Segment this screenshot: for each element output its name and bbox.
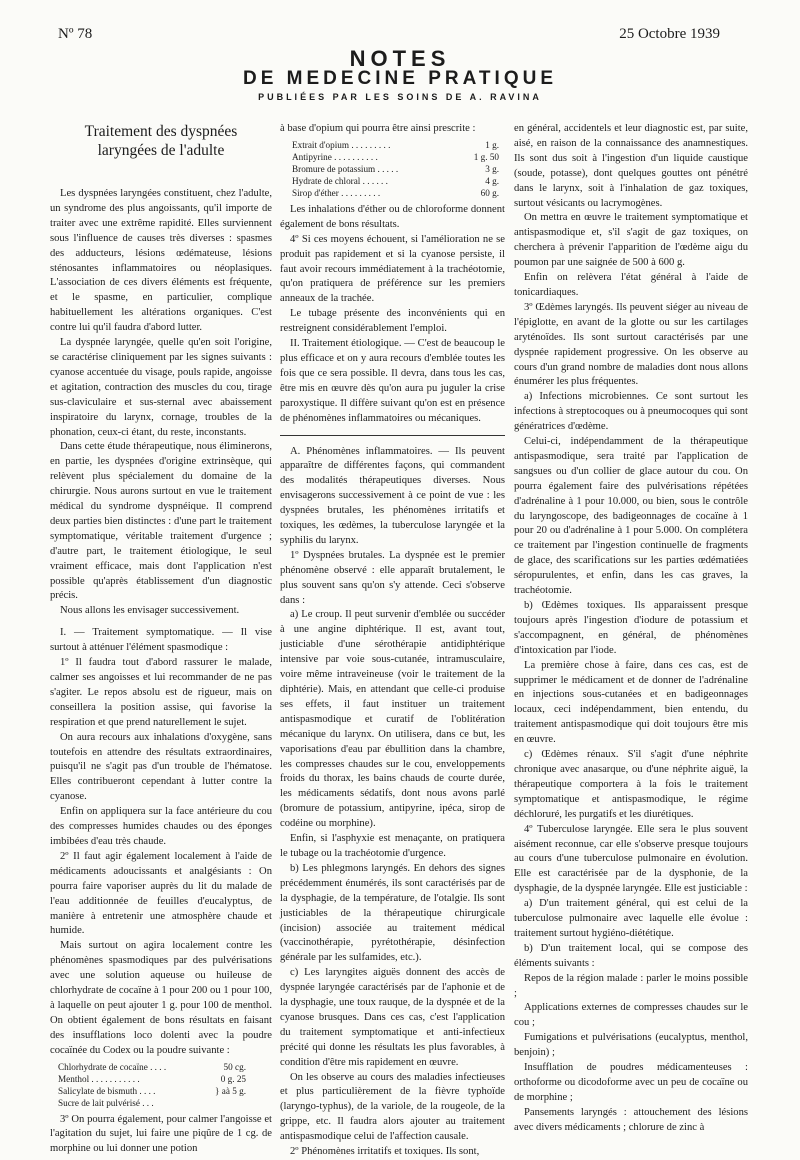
paragraph: Celui-ci, indépendamment de la thérapeutique antispasmodique, sera traité par l'application de sangsues ou d'un collier de glace autour du cou. On pourra également faire des pulvérisations répétées d'adrénaline à 1 pour 10.000, ou bien, sous le contrôle du laryngoscope, des badigeonnages de cocaïne à 1 pour 20 ou d'adrénaline à 1 pour 5.000. On complétera ce traitement par l'ingestion continuelle de fragments de glace, des scarifications sur les parties œdématiées séropurulentes, et enfin, dans les cas graves, la trachéotomie. xyxy=(514,436,748,597)
issue-date: 25 Octobre 1939 xyxy=(619,26,720,42)
paragraph: c) Œdèmes rénaux. S'il s'agit d'une néphrite chronique avec anasarque, ou d'une néphrite aiguë, la thérapeutique comportera à la fois le traitement symptomatique et antispasmodique, le régime déchloruré, les purgatifs et les diurétiques. xyxy=(514,749,748,820)
prescription-line: Chlorhydrate de cocaïne . . . . 50 cg. xyxy=(58,1061,246,1072)
paragraph: Dans cette étude thérapeutique, nous éliminerons, en partie, les dyspnées d'origine extrinsèque, qui relèvent plus spécialement du domaine de la chirurgie. Nous aurons surtout en vue le traitement médical du syndrome dyspnéique. Il comprend deux parties bien distinctes : d'une part le traitement symptomatique, véritable traitement d'urgence ; d'autre part, le traitement étiologique, le seul vraiment efficace, mais dont l'application n'est possible qu'après établissement d'un diagnostic précis. xyxy=(50,441,272,602)
paragraph: Les inhalations d'éther ou de chloroforme donnent également de bons résultats. xyxy=(280,203,505,230)
paragraph: 1º Il faudra tout d'abord rassurer le malade, calmer ses angoisses et lui recommander de ne pas s'agiter. Le repos absolu est de rigueur, mais on conseillera la position assise, qui favorise la respiration et que prend naturellement le sujet. xyxy=(50,657,272,728)
paragraph: b) Les phlegmons laryngés. En dehors des signes précédemment énumérés, ils sont caractérisés par de la dysphagie, de la température, de l'otalgie. Ils sont justiciables de la thérapeutique chirurgicale (incision) associée au traitement médical (vaccinothérapie, pyrétothérapie, désinfection générale par les sulfamides, etc.). xyxy=(280,862,505,964)
list-item: Applications externes de compresses chaudes sur le cou ; xyxy=(514,1002,748,1029)
paragraph: 3º Œdèmes laryngés. Ils peuvent siéger au niveau de l'épiglotte, en avant de la glotte ou sur les cartilages aryténoïdes. Ils sont surtout caractérisés par une dyspnée rapidement progressive. On les observe au cours d'un grand nombre de maladies dont nous allons énumérer les plus fréquentes. xyxy=(514,301,748,388)
prescription-line: Menthol . . . . . . . . . . . 0 g. 25 xyxy=(58,1073,246,1084)
paragraph: b) D'un traitement local, qui se compose des éléments suivants : xyxy=(514,942,748,969)
paragraph: Mais surtout on agira localement contre les phénomènes spasmodiques par des pulvérisations avec une solution aqueuse ou huileuse de chlorhydrate de cocaïne à 1 pour 200 ou 1 pour 100, à laquelle on peut ajouter 1 g. pour 100 de menthol. On obtient également de bons résultats en faisant des insufflations loco dolenti avec la poudre cocaïnée du Codex ou la poudre suivante : xyxy=(50,940,272,1056)
list-item: Repos de la région malade : parler le moins possible ; xyxy=(514,972,748,999)
paragraph: La dyspnée laryngée, quelle qu'en soit l'origine, se caractérise cliniquement par les signes suivants : cyanose accentuée du visage, pouls rapide, angoisse et agitation, contraction des muscles du cou, tirage sus-claviculaire et sus-sternal avec abaissement inspiratoire du larynx, cornage, troubles de la phonation, ceux-ci étant, du reste, inconstants. xyxy=(50,337,272,438)
column-2 xyxy=(280,122,505,1160)
paragraph: La première chose à faire, dans ces cas, est de supprimer le médicament et de donner de l'adrénaline en injections sous-cutanées et en badigeonnages locaux, ceci indépendamment, bien entendu, du traitement antispasmodique qui doit toujours être mis en œuvre. xyxy=(514,659,748,746)
list-item: Insufflation de poudres médicamenteuses : orthoforme ou dicodoforme avec un peu de cocaïne ou de morphine ; xyxy=(514,1062,748,1103)
prescription-line: Salicylate de bismuth . . . . } aà 5 g. xyxy=(58,1085,246,1096)
paragraph: Nous allons les envisager successivement. xyxy=(60,605,240,617)
masthead-publisher: PUBLIÉES PAR LES SOINS DE A. RAVINA xyxy=(258,92,542,102)
prescription-line: Sucre de lait pulvérisé . . . xyxy=(58,1097,154,1108)
paragraph: a) D'un traitement général, qui est celui de la tuberculose pulmonaire avec laquelle elle évolue : traitement surtout hygiéno-diététique. xyxy=(514,898,748,939)
list-item: Fumigations et pulvérisations (eucalyptus, menthol, benjoin) ; xyxy=(514,1032,748,1059)
section-heading-symptomatic: I. — Traitement symptomatique. — Il vise surtout à atténuer l'élément spasmodique : xyxy=(50,627,272,654)
paragraph: a) Infections microbiennes. Ce sont surtout les infections à streptocoques ou à pneumocoques qui sont génératrices d'œdème. xyxy=(514,391,748,433)
prescription-powder xyxy=(58,1061,246,1109)
paragraph: c) Les laryngites aiguës donnent des accès de dyspnée laryngée caractérisés par de l'aphonie et de la dysphagie, une toux rauque, de la dyspnée et de la cyanose brusques. Dans ces cas, c'est l'application du traitement symptomatique et anti-infectieux précité qui donne les résultats les plus favorables, à condition d'être mis rapidement en œuvre. xyxy=(280,967,505,1068)
section-divider xyxy=(280,435,505,436)
prescription-line: Hydrate de chloral . . . . . . 4 g. xyxy=(292,175,499,186)
paragraph: en général, accidentels et leur diagnostic est, par suite, aisé, en raison de la connaissance des anamnestiques. Ils sont dus soit à l'ingestion d'un liquide caustique (soude, potasse), dont quelques gouttes ont pénétré dans le larynx, soit à l'inhalation de gaz toxiques, surtout vésicants ou lacrymogènes. xyxy=(514,123,748,209)
article-title: Traitement des dyspnées laryngées de l'adulte xyxy=(84,123,238,159)
paragraph: a) Le croup. Il peut survenir d'emblée ou succéder à une angine diphtérique. Il est, avant tout, justiciable d'une sérothérapie antidiphtérique intensive par voie sous-cutanée, intramusculaire, voire même intraveineuse (voir le traitement de la diphtérie). Mais, en attendant que celle-ci produise ses effets, il faut instituer un traitement antispasmodique et curatif de l'oblitération mécanique du larynx. On utilisera, dans ce but, les vaporisations d'eau par ébullition dans la chambre, les compresses chaudes sur le cou, enveloppements froids du thorax, les bains chauds de courte durée, les médicaments sédatifs, dont nous avons parlé (bromure de potassium, antipyrine, ipéca, sirop de codéine ou morphine). xyxy=(280,609,505,830)
prescription-line: Bromure de potassium . . . . . 3 g. xyxy=(292,163,499,174)
paragraph: Le tubage présente des inconvénients qui en restreignent considérablement l'emploi. xyxy=(280,308,505,335)
paragraph: b) Œdèmes toxiques. Ils apparaissent presque toujours après l'ingestion d'iodure de potassium et s'accompagnent, en général, de phénomènes d'intoxication par l'iode. xyxy=(514,600,748,656)
paragraph: On aura recours aux inhalations d'oxygène, sans toutefois en attendre des résultats extraordinaires, puisqu'il ne s'agit pas d'un trouble de l'hématose. Elles contribueront cependant à lutter contre la cyanose. xyxy=(50,731,272,803)
paragraph: On mettra en œuvre le traitement symptomatique et antispasmodique et, s'il s'agit de gaz toxiques, on cherchera à prévenir l'apparition de l'œdème aigu du poumon par une saignée de 500 à 600 g. xyxy=(514,212,748,269)
paragraph: 4º Tuberculose laryngée. Elle sera le plus souvent aisément reconnue, car elle s'observe presque toujours au cours d'une tuberculose pulmonaire en évolution. Elle est caractérisée par de la dysphonie, de la dysphagie, de la dyspnée laryngée. Elle est justiciable : xyxy=(514,823,748,895)
paragraph: Enfin on appliquera sur la face antérieure du cou des compresses humides chaudes ou des éponges imbibées d'eau très chaude. xyxy=(50,806,272,847)
paragraph: 1º Dyspnées brutales. La dyspnée est le premier phénomène observé : elle apparaît brutalement, le plus souvent sans qu'on s'y attende. Ceci s'observe dans : xyxy=(280,549,505,606)
paragraph: 2º Il faut agir également localement à l'aide de médicaments adoucissants et analgésiants : On pourra faire vaporiser auprès du lit du malade de l'eau additionnée de feuilles d'eucalyptus, de manière à entretenir une atmosphère chaude et humide. xyxy=(50,850,272,937)
prescription-line: Extrait d'opium . . . . . . . . . 1 g. xyxy=(292,139,499,150)
paragraph: Enfin on relèvera l'état général à l'aide de tonicardiaques. xyxy=(514,272,748,298)
section-heading-etiologic: II. Traitement étiologique. — C'est de beaucoup le plus efficace et on y aura recours d'emblée toutes les fois que ce sera possible. Il devra, dans tous les cas, être mis en œuvre dès qu'on aura pu juguler la crise paroxystique. Il diffère suivant qu'on est en présence de phénomènes inflammatoires ou mécaniques. xyxy=(280,338,505,424)
prescription-line: Sirop d'éther . . . . . . . . . 60 g. xyxy=(292,187,499,198)
column-3 xyxy=(514,122,748,1136)
prescription-potion xyxy=(292,139,499,199)
paragraph: Enfin, si l'asphyxie est menaçante, on pratiquera le tubage ou la trachéotomie d'urgence. xyxy=(280,833,505,859)
section-heading-inflammatory: A. Phénomènes inflammatoires. — Ils peuvent apparaître de différentes façons, qui commandent des modalités thérapeutiques diverses. Nous envisagerons successivement à ce point de vue : les dyspnées brutales, les phénomènes irritatifs et toxiques, les œdèmes, la tuberculose laryngée et la syphilis du larynx. xyxy=(280,445,505,546)
masthead-subtitle: DE MEDECINE PRATIQUE xyxy=(242,68,557,89)
paragraph: à base d'opium qui pourra être ainsi prescrite : xyxy=(280,123,476,134)
paragraph: 3º On pourra également, pour calmer l'angoisse et l'agitation du sujet, lui faire une piqûre de 1 cg. de morphine ou lui donner une potion xyxy=(50,1113,272,1155)
list-item: Pansements laryngés : attouchement des lésions avec divers médicaments ; chlorure de zinc à xyxy=(514,1106,748,1133)
paragraph: 2º Phénomènes irritatifs et toxiques. Ils sont, xyxy=(290,1146,480,1158)
paragraph: On les observe au cours des maladies infectieuses et plus particulièrement de la fièvre typhoïde (laryngo-typhus), de la variole, de la rougeole, de la grippe, etc. Il faudra alors ajouter au traitement antispasmodique celui de l'affection causale. xyxy=(280,1071,505,1143)
paragraph: 4º Si ces moyens échouent, si l'amélioration ne se produit pas rapidement et si la cyanose persiste, il faut avoir recours immédiatement à la trachéotomie, qu'on pratiquera de préférence sur les premiers anneaux de la trachée. xyxy=(280,233,505,305)
column-1 xyxy=(50,122,272,1157)
masthead-title: NOTES xyxy=(349,46,451,71)
issue-number: Nº 78 xyxy=(58,26,93,42)
paragraph: Les dyspnées laryngées constituent, chez l'adulte, un syndrome des plus angoissants, qu'il importe de traiter avec une extrême rapidité. Elles surviennent sous l'influence de causes très diverses : spasmes des adducteurs, lésions œdémateuse, lésions sténosantes inflammatoires ou néoplasiques. L'association de ces divers éléments est fréquente, et le spasme, en particulier, complique habituellement les altérations organiques. C'est contre lui qu'il faudra d'abord lutter. xyxy=(50,188,272,334)
prescription-line: Antipyrine . . . . . . . . . . 1 g. 50 xyxy=(292,151,499,162)
